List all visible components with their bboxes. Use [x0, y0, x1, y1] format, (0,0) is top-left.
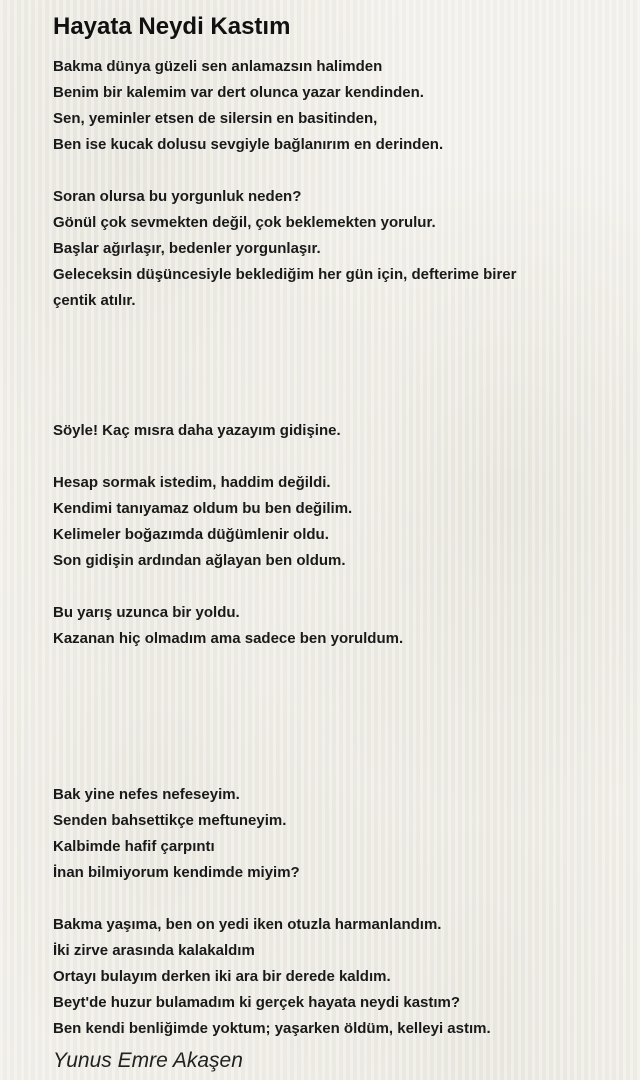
poem-line: Son gidişin ardından ağlayan ben oldum. — [53, 552, 346, 569]
stanza-gap — [53, 366, 613, 392]
stanza-gap — [53, 730, 613, 756]
poem-line: Geleceksin düşüncesiyle beklediğim her gün için, defterime birer — [53, 266, 517, 283]
poem-line: Senden bahsettikçe meftuneyim. — [53, 812, 287, 829]
stanza-gap — [53, 678, 613, 704]
stanza-gap — [53, 158, 613, 184]
poem-line: Kendimi tanıyamaz oldum bu ben değilim. — [53, 500, 353, 517]
stanza-gap — [53, 314, 613, 340]
poem-line: Başlar ağırlaşır, bedenler yorgunlaşır. — [53, 240, 321, 257]
poem-line: İki zirve arasında kalakaldım — [53, 942, 255, 959]
stanza-gap — [53, 444, 613, 470]
poem-line: Söyle! Kaç mısra daha yazayım gidişine. — [53, 422, 341, 439]
poem-line: Bak yine nefes nefeseyim. — [53, 786, 240, 803]
poem-line: Sen, yeminler etsen de silersin en basitinden, — [53, 110, 378, 127]
stanza-gap — [53, 704, 613, 730]
poem-line: Kalbimde hafif çarpıntı — [53, 838, 215, 855]
poem-line: Beyt'de huzur bulamadım ki gerçek hayata neydi kastım? — [53, 994, 461, 1011]
poem-line: Kazanan hiç olmadım ama sadece ben yoruldum. — [53, 630, 404, 647]
stanza-gap — [53, 392, 613, 418]
stanza-gap — [53, 652, 613, 678]
poem-line: Ben kendi benliğimde yoktum; yaşarken öldüm, kelleyi astım. — [53, 1020, 491, 1037]
poem-line: Kelimeler boğazımda düğümlenir oldu. — [53, 526, 329, 543]
poem-line: Bu yarış uzunca bir yoldu. — [53, 604, 240, 621]
poem-line: Hesap sormak istedim, haddim değildi. — [53, 474, 331, 491]
poem-page — [53, 0, 613, 1074]
poem-line: Ortayı bulayım derken iki ara bir derede kaldım. — [53, 968, 391, 985]
poem-line: Gönül çok sevmekten değil, çok beklemekten yorulur. — [53, 214, 436, 231]
poem-title: Hayata Neydi Kastım — [53, 13, 291, 40]
poem-body — [53, 54, 613, 1042]
stanza-gap — [53, 756, 613, 782]
stanza-gap — [53, 574, 613, 600]
poem-line: Ben ise kucak dolusu sevgiyle bağlanırım en derinden. — [53, 136, 444, 153]
poem-line: İnan bilmiyorum kendimde miyim? — [53, 864, 300, 881]
poem-line: Bakma dünya güzeli sen anlamazsın halimden — [53, 58, 383, 75]
poem-line: Benim bir kalemim var dert olunca yazar kendinden. — [53, 84, 424, 101]
stanza-gap — [53, 340, 613, 366]
poem-line: çentik atılır. — [53, 292, 136, 309]
stanza-gap — [53, 886, 613, 912]
poem-author: Yunus Emre Akaşen — [53, 1049, 243, 1072]
poem-line: Soran olursa bu yorgunluk neden? — [53, 188, 302, 205]
poem-line: Bakma yaşıma, ben on yedi iken otuzla harmanlandım. — [53, 916, 442, 933]
